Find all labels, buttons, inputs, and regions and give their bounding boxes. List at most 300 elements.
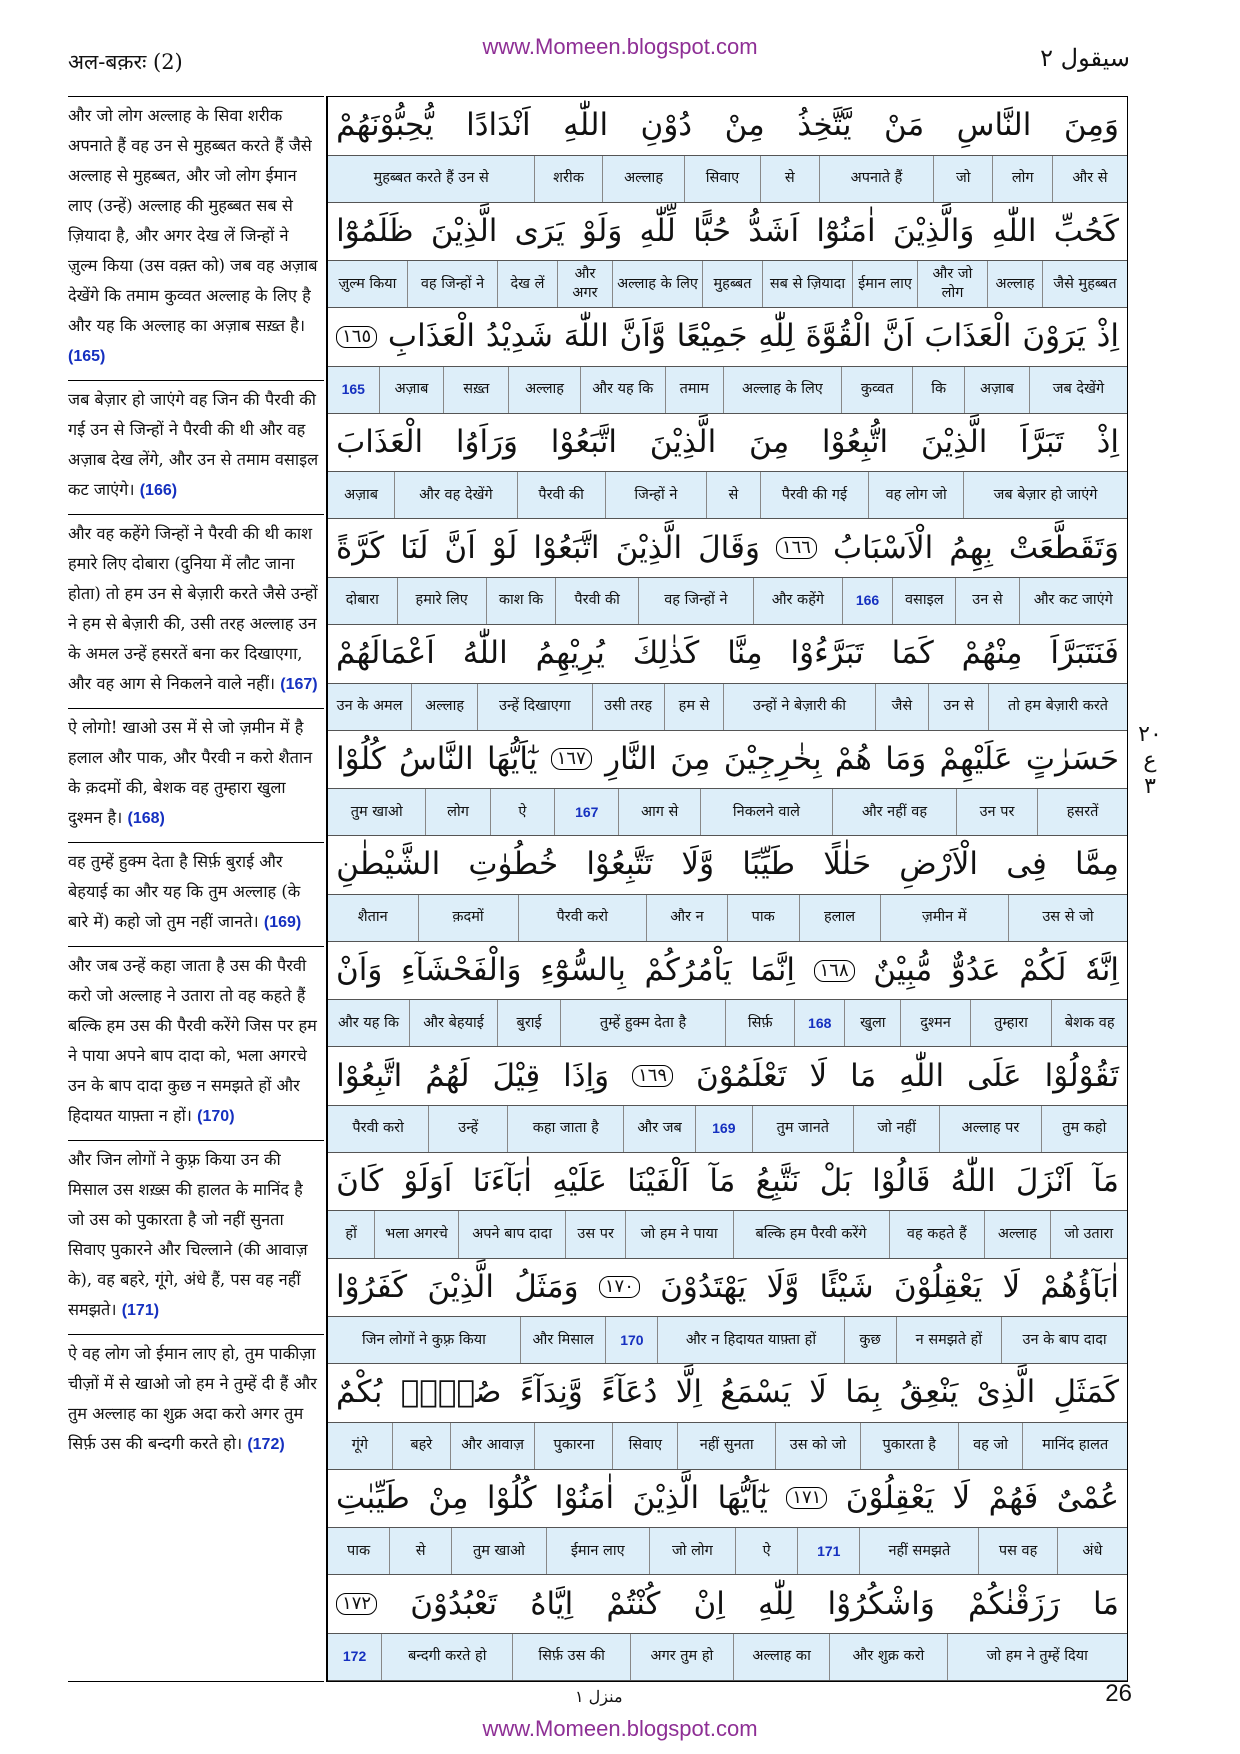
word-meaning-cell: पैरवी करो xyxy=(518,895,647,941)
arabic-word: لِّلّٰهِ xyxy=(639,212,676,249)
translation-text: ऐ लोगो! खाओ उस में से जो ज़मीन में है हलाल और पाक, और पैरवी न करो शैतान के क़दमों की, बेशक वह तुम्हारा खुला दुश्मन है। xyxy=(68,718,313,827)
verse-line xyxy=(328,203,1127,309)
arabic-word: اَعْمَالَهُمْ xyxy=(336,635,435,672)
word-meaning-cell: सख़्त xyxy=(443,367,508,413)
word-meaning-cell: भला अगरचे xyxy=(374,1211,458,1257)
arabic-word: لَكُمْ xyxy=(1019,952,1067,989)
word-meaning-cell: निकलने वाले xyxy=(700,789,832,835)
word-meaning-cell: पैरवी की xyxy=(517,472,605,518)
arabic-word: فِى xyxy=(1006,846,1047,883)
arabic-word: مَآ xyxy=(1092,1163,1119,1200)
word-meaning-row xyxy=(328,788,1127,836)
translation-block xyxy=(68,515,324,709)
word-meaning-cell: पैरवी की xyxy=(555,578,638,624)
word-meaning-cell: गूंगे xyxy=(351,1437,369,1454)
word-meaning-cell: वह कहते हैं xyxy=(889,1211,985,1257)
arabic-word: مِنْ xyxy=(724,107,765,144)
word-meaning-cell: हमारे लिए xyxy=(397,578,486,624)
arabic-word: عُمْىٌ xyxy=(1056,1479,1119,1516)
verse-number: (168) xyxy=(127,810,165,827)
word-meaning-cell: सिवाए xyxy=(612,1423,677,1469)
arabic-word: مِنَ xyxy=(748,424,790,461)
verse-line xyxy=(328,1047,1127,1153)
arabic-word: كَحُبِّ xyxy=(1053,212,1119,249)
ayah-number-marker: ١٧١ xyxy=(786,1487,827,1509)
arabic-word: وَالْفَحْشَآءِ xyxy=(401,952,522,989)
arabic-word: اَلْفَيْنَا xyxy=(627,1163,690,1200)
verse-number: (171) xyxy=(121,1302,160,1319)
verse-line xyxy=(328,97,1127,203)
arabic-word: خُطُوٰتِ xyxy=(468,846,559,883)
arabic-word: فَنَتَبَرَّاَ xyxy=(1050,635,1119,672)
word-meaning-cell: उन के अमल xyxy=(336,698,403,715)
verse-line xyxy=(328,942,1127,1048)
arabic-word: وَاشْكُرُوْا xyxy=(827,1585,935,1622)
arabic-word: اٰبَآءَنَا xyxy=(472,1163,532,1200)
translation-block xyxy=(68,709,324,843)
arabic-word: تَقُوْلُوْا xyxy=(1044,1057,1119,1094)
arabic-word: اَوَلَوْ xyxy=(403,1163,453,1200)
word-meaning-cell: अल्लाह xyxy=(987,261,1042,307)
arabic-word: لَا xyxy=(1002,1268,1021,1305)
word-meaning-cell: और वह देखेंगे xyxy=(394,472,516,518)
word-meaning-cell: हों xyxy=(345,1226,357,1242)
word-meaning-cell: अज़ाब xyxy=(379,367,444,413)
word-meaning-cell: बल्कि हम पैरवी करेंगे xyxy=(733,1211,889,1257)
translation-text: ऐ वह लोग जो ईमान लाए हो, तुम पाकीज़ा चीज़ों में से खाओ जो हम ने तुम्हें दी हैं और तुम अल्लाह का शुक्र अदा करो अगर तुम सिर्फ़ उस की बन्दगी करते हो। xyxy=(68,1344,317,1453)
word-meaning-cell: अज़ाब xyxy=(344,486,379,503)
arabic-word: اللّٰهَ xyxy=(563,318,609,355)
arabic-word: يَرَوْنَ xyxy=(1022,318,1086,355)
word-meaning-cell: अगर तुम हो xyxy=(630,1634,733,1680)
word-meaning-cell: पुकारना xyxy=(534,1423,612,1469)
word-meaning-cell: पस वह xyxy=(978,1528,1056,1574)
arabic-word: الَّذِيْنَ xyxy=(430,212,498,249)
arabic-word: لَهُمُ xyxy=(425,1057,470,1094)
arabic-word: لَا xyxy=(952,1479,971,1516)
arabic-word: كَذٰلِكَ xyxy=(632,635,700,672)
arabic-word: الْعَذَابِ xyxy=(387,318,476,355)
verse-number-cell: 166 xyxy=(842,578,892,624)
arabic-word: يُّحِبُّوْنَهُمْ xyxy=(336,107,434,144)
word-meaning-cell: अल्लाह का xyxy=(733,1634,829,1680)
arabic-word: نَتَّبِعُ xyxy=(755,1163,800,1200)
translation-text: और जब उन्हें कहा जाता है उस की पैरवी करो जो अल्लाह ने उतारा तो वह कहते हैं बल्कि हम उस की पैरवी करेंगे जिस पर हम ने पाया अपने बाप दादा को, भला अगरचे उन के बाप दादा कुछ न समझते हों और हिदायत याफ़्ता न हों। xyxy=(68,956,317,1125)
arabic-word: يُرِيْهِمُ xyxy=(535,635,605,672)
word-meaning-cell: लोग xyxy=(992,156,1051,202)
arabic-word: يٰٓاَيُّهَا xyxy=(486,740,538,777)
word-meaning-cell: जिन लोगों ने कुफ़्र किया xyxy=(361,1331,486,1348)
word-meaning-cell: कुछ xyxy=(844,1317,896,1363)
verse-number: (167) xyxy=(280,676,318,693)
word-meaning-cell: जो लोग xyxy=(649,1528,736,1574)
arabic-word: طَيِّبٰتِ xyxy=(336,1479,410,1516)
arabic-word: حَلٰلًا xyxy=(823,846,872,883)
word-meaning-cell: वह जो xyxy=(958,1423,1023,1469)
arabic-word: بُكْمٌ xyxy=(336,1374,383,1411)
word-meaning-cell: हम से xyxy=(664,684,724,730)
arabic-word: اٰمَنُوْا xyxy=(554,1479,615,1516)
arabic-word: كُنْتُمْ xyxy=(606,1585,661,1622)
translation-block xyxy=(68,1335,324,1468)
verse-number-cell: 165 xyxy=(341,381,365,398)
arabic-word: لَوْ xyxy=(491,529,518,566)
word-meaning-cell: अल्लाह पर xyxy=(939,1106,1040,1152)
verse-number: (166) xyxy=(139,482,178,499)
translation-block xyxy=(68,381,324,515)
word-meaning-cell: तुम्हें हुक्म देता है xyxy=(560,1000,725,1046)
word-meaning-cell: और कहेंगे xyxy=(753,578,842,624)
arabic-word: يَنْعِقُ xyxy=(899,1374,959,1411)
arabic-word: لَا xyxy=(809,1374,827,1411)
arabic-word: وَلَوْ xyxy=(581,212,623,249)
arabic-word: اتَّبِعُوْا xyxy=(336,1057,403,1094)
word-meaning-row xyxy=(328,260,1127,308)
arabic-word: مَآ xyxy=(709,1163,736,1200)
word-meaning-row xyxy=(328,1633,1127,1681)
arabic-word: لَنَا xyxy=(400,529,429,566)
word-meaning-cell: पैरवी करो xyxy=(352,1120,404,1137)
word-meaning-cell: ऐ xyxy=(490,789,554,835)
ruku-marker xyxy=(1135,722,1165,800)
word-meaning-cell: नहीं समझते xyxy=(859,1528,978,1574)
arabic-word: الْقُوَّةَ xyxy=(805,318,872,355)
arabic-word: اَنْدَادًا xyxy=(466,107,531,144)
arabic-word: تَعْلَمُوْنَ xyxy=(696,1057,787,1094)
word-meaning-cell: नहीं सुनता xyxy=(677,1423,775,1469)
arabic-word: كَانَ xyxy=(336,1163,384,1200)
word-meaning-cell: पाक xyxy=(727,895,799,941)
word-meaning-cell: वसाइल xyxy=(892,578,955,624)
arabic-word: تَبَرَّءُوْا xyxy=(790,635,864,672)
word-meaning-cell: पुकारता है xyxy=(860,1423,958,1469)
word-meaning-cell: जो उतारा xyxy=(1050,1211,1127,1257)
verse-line xyxy=(328,308,1127,414)
arabic-word: اِلَّا xyxy=(675,1374,702,1411)
page-number: 26 xyxy=(1105,1680,1132,1707)
arabic-word: رَزَقْنٰكُمْ xyxy=(967,1585,1060,1622)
verse-line xyxy=(328,414,1127,520)
arabic-word: بِهِمُ xyxy=(949,529,993,566)
arabic-word: وَّلَا xyxy=(681,846,715,883)
word-meaning-cell: न समझते हों xyxy=(896,1317,1002,1363)
verse-number-cell: 170 xyxy=(605,1317,657,1363)
arabic-line xyxy=(328,414,1127,472)
para-title: سیقول ۲ xyxy=(1040,44,1130,72)
verse-line xyxy=(328,519,1127,625)
word-meaning-cell: और अगर xyxy=(557,261,612,307)
arabic-word: يَاْمُرُكُمْ xyxy=(644,952,732,989)
arabic-word: الَّذِيْنَ xyxy=(632,1479,700,1516)
arabic-word: دُعَآءً xyxy=(601,1374,658,1411)
arabic-word: وَالَّذِيْنَ xyxy=(892,212,975,249)
word-meaning-cell: कुव्वत xyxy=(841,367,913,413)
word-meaning-cell: तमाम xyxy=(665,367,723,413)
arabic-word: اللّٰهُ xyxy=(462,635,508,672)
arabic-word: تَتَّبِعُوْا xyxy=(586,846,654,883)
word-meaning-cell: ऐ xyxy=(735,1528,797,1574)
arabic-line xyxy=(328,308,1127,366)
word-meaning-cell: मुहब्बत करते हैं उन से xyxy=(373,170,489,187)
translation-block xyxy=(68,947,324,1141)
verse-number-cell: 168 xyxy=(794,1000,844,1046)
arabic-line xyxy=(328,1470,1127,1528)
verse-number-cell: 171 xyxy=(797,1528,859,1574)
arabic-word: مَنْ xyxy=(883,107,925,144)
arabic-word: لَا xyxy=(809,1057,828,1094)
verse-number: (172) xyxy=(247,1436,285,1453)
arabic-word: اِذْ xyxy=(1096,318,1119,355)
word-meaning-cell: अंधे xyxy=(1057,1528,1127,1574)
translation-text: और जो लोग अल्लाह के सिवा शरीक अपनाते हैं वह उन से मुहब्बत करते हैं जैसे अल्लाह से मुहब्बत, और जो लोग ईमान लाए (उन्हें) अल्लाह की मुहब्बत सब से ज़ियादा है, और अगर देख लें जिन्हों ने ज़ुल्म किया (उस वक़्त को) जब वह अज़ाब देखेंगे कि तमाम कुव्वत अल्लाह के लिए है और यह कि अल्लाह का अज़ाब सख़्त है। xyxy=(68,106,318,335)
arabic-word: كُلُوْا xyxy=(336,740,386,777)
word-meaning-cell: मुहब्बत xyxy=(702,261,762,307)
word-meaning-cell: अपने बाप दादा xyxy=(458,1211,566,1257)
arabic-word: مَا xyxy=(850,1057,877,1094)
arabic-word: مَا xyxy=(1092,1585,1119,1622)
arabic-word: عَلَيْهِمْ xyxy=(939,740,1013,777)
arabic-word: بَلْ xyxy=(819,1163,852,1200)
word-meaning-cell: वह लोग जो xyxy=(868,472,963,518)
word-meaning-cell: सिर्फ़ उस की xyxy=(512,1634,629,1680)
word-meaning-row xyxy=(328,577,1127,625)
arabic-line xyxy=(328,1575,1127,1633)
verse-number-cell: 169 xyxy=(695,1106,752,1152)
word-meaning-row xyxy=(328,894,1127,942)
ayah-number-marker: ١٦٨ xyxy=(814,960,855,982)
translation-block xyxy=(68,97,324,381)
word-meaning-cell: उस पर xyxy=(565,1211,624,1257)
arabic-word: عَلَى xyxy=(967,1057,1022,1094)
verse-number: (165) xyxy=(68,348,106,365)
verse-line xyxy=(328,1470,1127,1576)
word-meaning-cell: और शुक्र करो xyxy=(829,1634,946,1680)
arabic-word: وَّنِدَآءً xyxy=(519,1374,583,1411)
arabic-word: يَعْقِلُوْنَ xyxy=(893,1268,983,1305)
word-meaning-cell: कि xyxy=(912,367,964,413)
arabic-word: وَتَقَطَّعَتْ xyxy=(1008,529,1119,566)
word-meaning-cell: जो नहीं xyxy=(853,1106,939,1152)
word-meaning-cell: दुश्मन xyxy=(900,1000,969,1046)
arabic-word: كَرَّةً xyxy=(336,529,385,566)
arabic-word: اللّٰهِ xyxy=(899,1057,945,1094)
arabic-word: شَدِيْدُ xyxy=(485,318,553,355)
arabic-word: طَيِّبًا xyxy=(742,846,796,883)
arabic-word: شَيْئًا xyxy=(819,1268,874,1305)
arabic-word: اِنَّمَا xyxy=(750,952,795,989)
arabic-word: اٰبَآؤُهُمْ xyxy=(1040,1268,1119,1305)
word-meaning-cell: सब से ज़ियादा xyxy=(762,261,852,307)
arabic-line xyxy=(328,97,1127,155)
arabic-word: جَمِيْعًا xyxy=(676,318,748,355)
word-meaning-cell: शैतान xyxy=(357,909,388,926)
arabic-word: عَدُوٌّ xyxy=(950,952,1001,989)
arabic-line xyxy=(328,1047,1127,1105)
verse-line xyxy=(328,1153,1127,1259)
arabic-word: يَرَى xyxy=(514,212,565,249)
arabic-line xyxy=(328,836,1127,894)
word-meaning-cell: जो xyxy=(933,156,992,202)
word-meaning-cell: उन्हें xyxy=(428,1106,507,1152)
arabic-word: اِنْ xyxy=(693,1585,725,1622)
arabic-word: الْعَذَابَ xyxy=(924,318,1012,355)
arabic-word: يٰٓاَيُّهَا xyxy=(717,1479,768,1516)
arabic-word: وَرَاَوُا xyxy=(455,424,519,461)
arabic-word: تَبَرَّاَ xyxy=(1020,424,1064,461)
ruku-number: ۲۰ xyxy=(1138,722,1162,747)
word-meaning-cell: तुम खाओ xyxy=(350,803,403,820)
arabic-word: بِخٰرِجِيْنَ xyxy=(723,740,822,777)
word-meaning-cell: जैसे xyxy=(875,684,929,730)
word-meaning-cell: और यह कि xyxy=(580,367,665,413)
translation-text: और वह कहेंगे जिन्हों ने पैरवी की थी काश हमारे लिए दोबारा (दुनिया में लौट जाना होता) तो हम उन से बेज़ारी करते जैसे उन्हों ने हम से बेज़ारी की, उसी तरह अल्लाह उन के अमल उन्हें हसरतें बना कर दिखाएगा, और वह आग से निकलने वाले नहीं। xyxy=(68,524,318,693)
arabic-word: وَقَالَ xyxy=(698,529,760,566)
word-meaning-cell: ज़ुल्म किया xyxy=(338,275,397,292)
arabic-word: وَمَثَلُ xyxy=(514,1268,579,1305)
verse-line xyxy=(328,731,1127,837)
arabic-word: وَّلَا xyxy=(766,1268,800,1305)
word-meaning-cell: ईमान लाए xyxy=(852,261,917,307)
word-meaning-row xyxy=(328,1422,1127,1470)
arabic-word: الشَّيْطٰنِ xyxy=(336,846,441,883)
manzil-label: منزل ۱ xyxy=(575,1687,623,1706)
word-meaning-cell: जैसे मुहब्बत xyxy=(1042,261,1127,307)
word-meaning-cell: अल्लाह xyxy=(984,1211,1049,1257)
word-meaning-row xyxy=(328,1527,1127,1575)
arabic-word: اِذْ xyxy=(1096,424,1119,461)
arabic-word: قَالُوْا xyxy=(872,1163,931,1200)
verse-number: (169) xyxy=(263,914,302,931)
word-meaning-cell: सिर्फ़ xyxy=(725,1000,794,1046)
word-meaning-row xyxy=(328,471,1127,519)
word-meaning-cell: खुला xyxy=(844,1000,900,1046)
word-meaning-cell: और न xyxy=(646,895,727,941)
arabic-word: يَهْتَدُوْنَ xyxy=(660,1268,747,1305)
word-meaning-cell: तुम खाओ xyxy=(451,1528,546,1574)
arabic-word: كَمَثَلِ xyxy=(1053,1374,1119,1411)
word-meaning-cell: और नहीं वह xyxy=(832,789,956,835)
word-meaning-cell: बहरे xyxy=(392,1423,450,1469)
arabic-word: اٰمَنُوْٓا xyxy=(816,212,876,249)
word-meaning-cell: बुराई xyxy=(497,1000,560,1046)
word-meaning-cell: उन्हों ने बेज़ारी की xyxy=(723,684,874,730)
arabic-word: اللّٰهِ xyxy=(991,212,1037,249)
arabic-word: الْاَرْضِ xyxy=(899,846,979,883)
arabic-word: اللّٰهِ xyxy=(563,107,609,144)
verse-number: (170) xyxy=(197,1108,235,1125)
word-meaning-cell: क़दमों xyxy=(418,895,518,941)
ayah-number-marker: ١٦٦ xyxy=(776,537,817,559)
word-meaning-cell: पाक xyxy=(346,1542,371,1559)
arabic-word: اِيَّاهُ xyxy=(530,1585,574,1622)
arabic-word: مِنَّا xyxy=(727,635,763,672)
word-meaning-cell: वह जिन्हों ने xyxy=(407,261,497,307)
arabic-word: وَمَا xyxy=(885,740,927,777)
arabic-word: الَّذِيْنَ xyxy=(427,1268,494,1305)
word-meaning-cell: और से xyxy=(1052,156,1127,202)
word-meaning-cell: तुम जानते xyxy=(752,1106,853,1152)
word-meaning-cell: अल्लाह xyxy=(411,684,477,730)
word-meaning-cell: से xyxy=(760,156,819,202)
verse-line xyxy=(328,1575,1127,1681)
arabic-word: اتَّبَعُوْا xyxy=(550,424,617,461)
word-meaning-row xyxy=(328,366,1127,414)
word-meaning-cell: कहा जाता है xyxy=(507,1106,623,1152)
arabic-word: اِنَّهٗ xyxy=(1085,952,1119,989)
word-meaning-cell: बेशक वह xyxy=(1051,1000,1127,1046)
arabic-word: حُبًّا xyxy=(693,212,732,249)
word-meaning-row xyxy=(328,1105,1127,1153)
translation-text: और जिन लोगों ने कुफ़्र किया उन की मिसाल उस शख़्स की हालत के मानिंद है जो उस को पुकारता है जो नहीं सुनता सिवाए पुकारने और चिल्लाने (की आवाज़ के), वह बहरे, गूंगे, अंधे हैं, पस वह नहीं समझते। xyxy=(68,1150,308,1319)
word-meaning-cell: और जो लोग xyxy=(917,261,987,307)
arabic-word: الَّذِيْنَ xyxy=(615,529,683,566)
word-meaning-cell: और बेहयाई xyxy=(409,1000,497,1046)
word-meaning-cell: और न हिदायत याफ़्ता हों xyxy=(657,1317,843,1363)
word-meaning-cell: अल्लाह के लिए xyxy=(723,367,841,413)
translation-column xyxy=(68,96,324,1682)
word-meaning-cell: अज़ाब xyxy=(964,367,1029,413)
arabic-word: لِلّٰهِ xyxy=(758,1585,795,1622)
word-meaning-cell: और कट जाएंगे xyxy=(1019,578,1127,624)
arabic-word: كَفَرُوْا xyxy=(336,1268,408,1305)
arabic-word: قِيْلَ xyxy=(492,1057,541,1094)
arabic-line xyxy=(328,625,1127,683)
arabic-word: مِمَّا xyxy=(1075,846,1119,883)
word-meaning-cell: हलाल xyxy=(799,895,880,941)
arabic-word: ظَلَمُوْٓا xyxy=(336,212,414,249)
verse-number-cell: 167 xyxy=(554,789,618,835)
arabic-word: النَّارِ xyxy=(605,740,657,777)
arabic-word: الَّذِيْنَ xyxy=(649,424,717,461)
arabic-word: كُلُوْا xyxy=(486,1479,537,1516)
word-meaning-cell: सिवाए xyxy=(684,156,759,202)
word-meaning-cell: जब देखेंगे xyxy=(1029,367,1127,413)
word-meaning-cell: जिन्हों ने xyxy=(605,472,707,518)
ayah-number-marker: ١٧٠ xyxy=(599,1276,640,1298)
ayah-number-marker: ١٦٥ xyxy=(336,326,377,348)
word-meaning-row xyxy=(328,1316,1127,1364)
arabic-word: اللّٰهُ xyxy=(950,1163,996,1200)
verse-line xyxy=(328,625,1127,731)
arabic-word: وَاَنْ xyxy=(336,952,383,989)
translation-text: जब बेज़ार हो जाएंगे वह जिन की पैरवी की गई उन से जिन्हों ने पैरवी की थी और वह अज़ाब देख लेंगे, और उन से तमाम वसाइल कट जाएंगे। xyxy=(68,390,319,499)
translation-text: वह तुम्हें हुक्म देता है सिर्फ़ बुराई और बेहयाई का और यह कि तुम अल्लाह (के बारे में) कहो जो तुम नहीं जानते। xyxy=(68,852,301,931)
arabic-word: يَسْمَعُ xyxy=(720,1374,791,1411)
header-url-link[interactable]: www.Momeen.blogspot.com xyxy=(482,34,758,59)
word-meaning-cell: से xyxy=(706,472,759,518)
word-meaning-cell: पैरवी की गई xyxy=(760,472,869,518)
arabic-word: تَعْبُدُوْنَ xyxy=(410,1585,498,1622)
word-meaning-cell: उन्हें दिखाएगा xyxy=(477,684,592,730)
word-meaning-cell: काश कि xyxy=(486,578,556,624)
arabic-word: دُوْنِ xyxy=(640,107,693,144)
arabic-word: وَمِنَ xyxy=(1063,107,1119,144)
arabic-line xyxy=(328,1259,1127,1317)
word-meaning-cell: ज़मीन में xyxy=(880,895,1009,941)
ayah-number-marker: ١٦٧ xyxy=(551,748,592,770)
arabic-line xyxy=(328,519,1127,577)
arabic-word: مِنْ xyxy=(428,1479,469,1516)
footer-url-link[interactable]: www.Momeen.blogspot.com xyxy=(482,1716,758,1741)
arabic-word: مِنَ xyxy=(670,740,711,777)
word-meaning-row xyxy=(328,999,1127,1047)
arabic-word: لِلّٰهِ xyxy=(758,318,795,355)
word-meaning-cell: जो हम ने तुम्हें दिया xyxy=(947,1634,1127,1680)
word-meaning-cell: जो हम ने पाया xyxy=(625,1211,733,1257)
arabic-word: اتَّبَعُوْا xyxy=(533,529,600,566)
word-meaning-row xyxy=(328,1210,1127,1258)
word-meaning-cell: से xyxy=(389,1528,451,1574)
